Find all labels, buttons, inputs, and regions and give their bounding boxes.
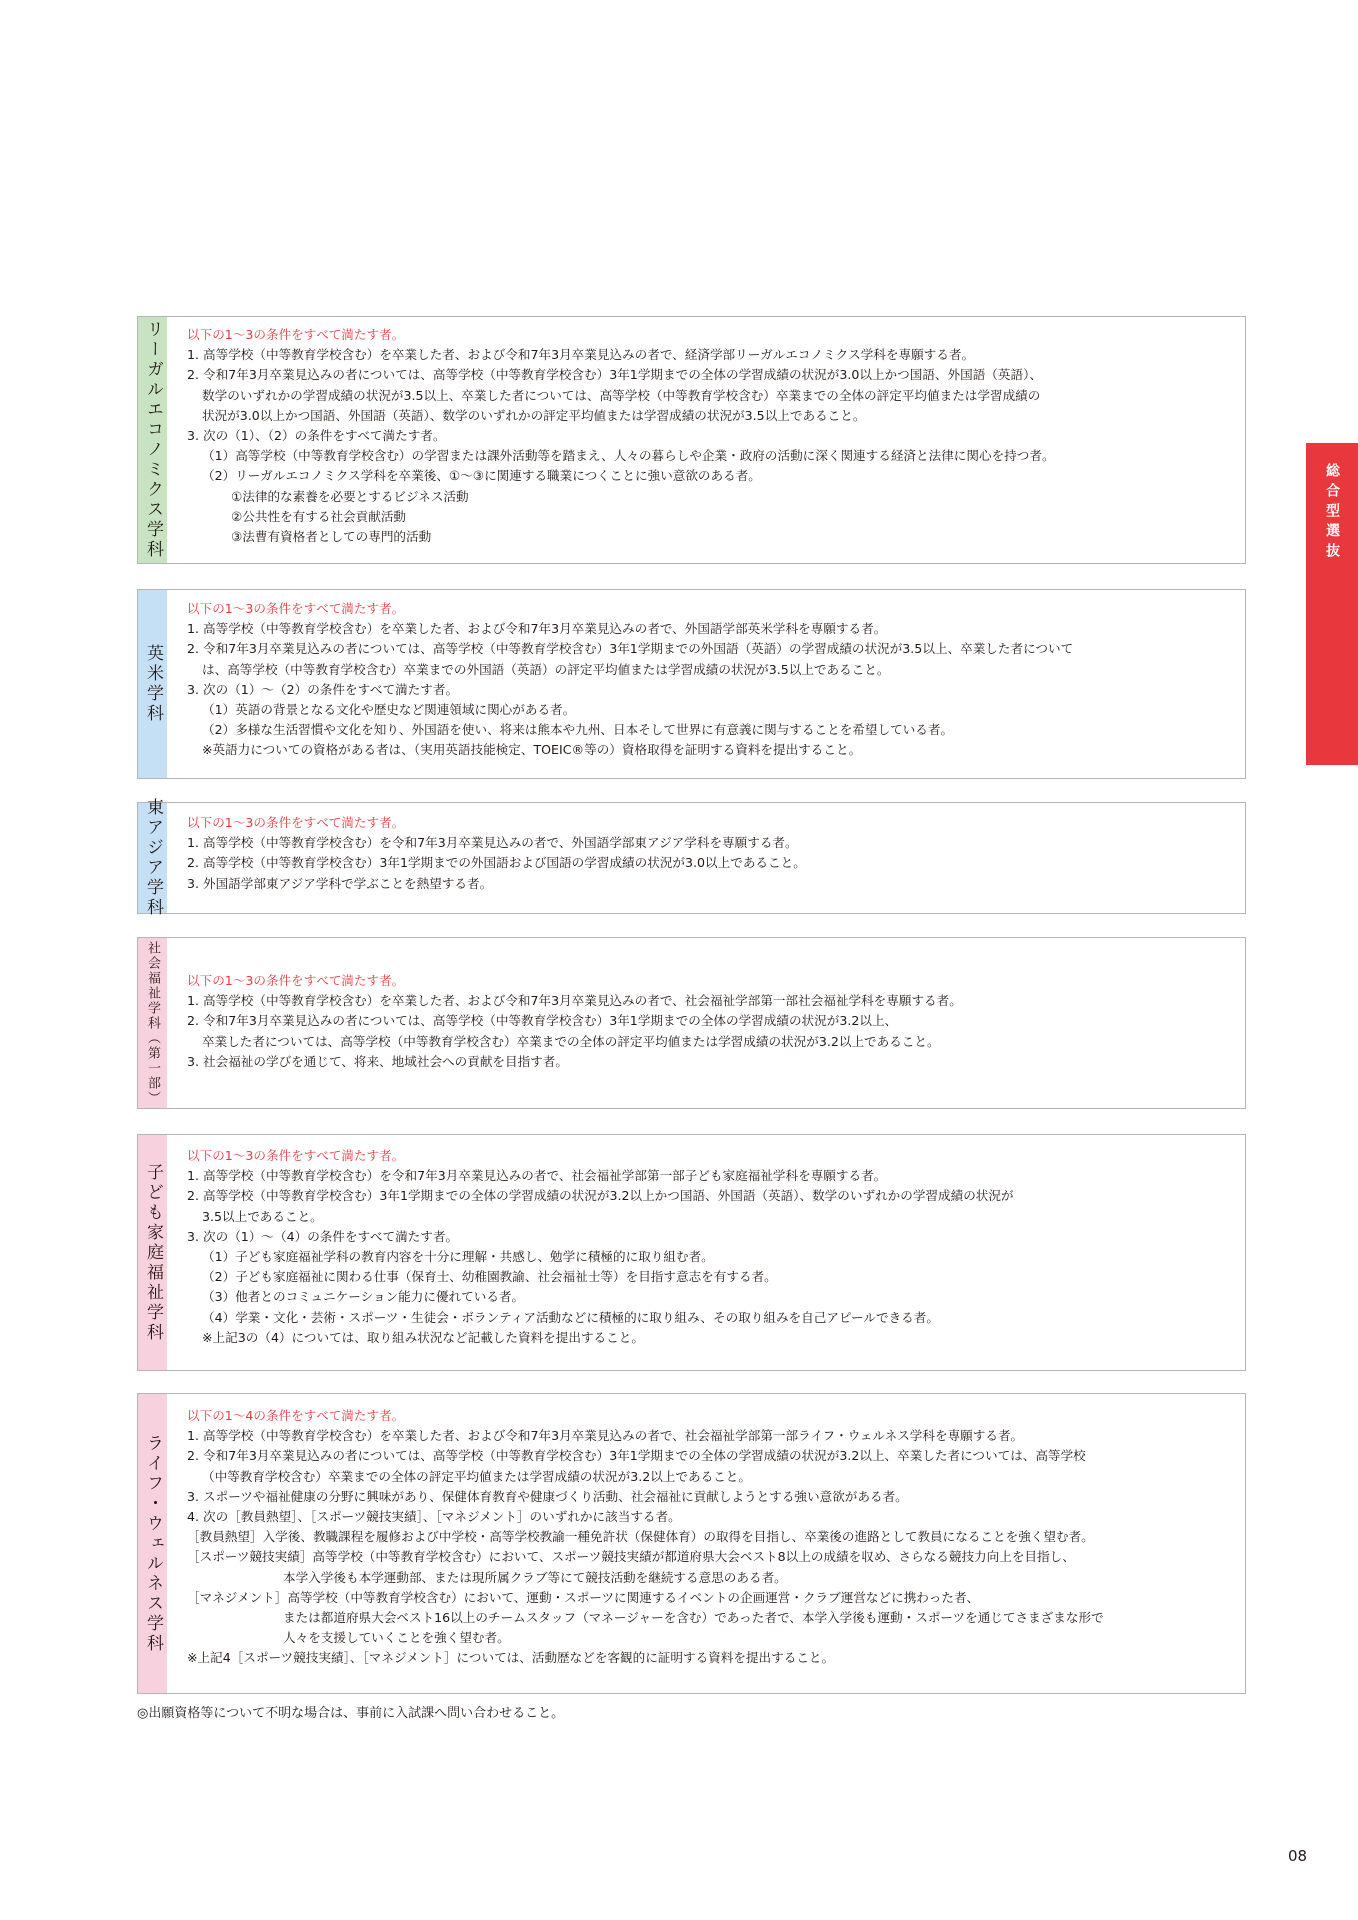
condition-line: ［スポーツ競技実績］高等学校（中等教育学校含む）において、スポーツ競技実績が都道府県大会ベスト8以上の成績を収め、さらなる競技力向上を目指し、 [187,1549,1075,1565]
section-label-text: リーガルエコノミクス学科 [143,320,163,560]
condition-line: 3. 次の（1）～（4）の条件をすべて満たす者。 [187,1228,459,1244]
condition-line: （2）多様な生活習慣や文化を知り、外国語を使い、将来は熊本や九州、日本そして世界に有意義に関与することを希望している者。 [202,722,954,738]
section-label [138,590,167,778]
condition-line: 1. 高等学校（中等教育学校含む）を卒業した者、および令和7年3月卒業見込みの者で、外国語学部英米学科を専願する者。 [187,621,887,637]
condition-line: 2. 高等学校（中等教育学校含む）3年1学期までの外国語および国語の学習成績の状況が3.0以上であること。 [187,855,806,871]
section-label-text: 東アジア学科 [143,798,163,918]
condition-line: または都道府県大会ベスト16以上のチームスタッフ（マネージャーを含む）であった者で、本学入学後も運動・スポーツを通じてさまざまな形で [283,1610,1104,1626]
section-heading: 以下の1～3の条件をすべて満たす者。 [187,1148,405,1163]
section-box [137,589,1246,779]
sidebar-tab-label: 総合型選抜 [1324,463,1340,563]
section-label-text: ライフ・ウェルネス学科 [143,1433,163,1654]
section-label-text: 社会福祉学科（第一部） [145,940,160,1106]
section-content [187,1406,1237,1669]
section-content [187,971,1237,1072]
condition-line: 1. 高等学校（中等教育学校含む）を令和7年3月卒業見込みの者で、社会福祉学部第一部子ども家庭福祉学科を専願する者。 [187,1168,887,1184]
section-content [187,599,1237,761]
condition-line: （1）英語の背景となる文化や歴史など関連領域に関心がある者。 [202,702,576,718]
footnote: ◎出願資格等について不明な場合は、事前に入試課へ問い合わせること。 [137,1706,565,1721]
page-number: 08 [1288,1847,1308,1865]
section-label [138,798,167,918]
condition-line: 3.5以上であること。 [202,1208,323,1224]
condition-line: 3. スポーツや福祉健康の分野に興味があり、保健体育教育や健康づくり活動、社会福祉に貢献しようとする強い意欲がある者。 [187,1488,908,1504]
section-content [187,325,1237,547]
condition-line: 2. 令和7年3月卒業見込みの者については、高等学校（中等教育学校含む）3年1学期までの全体の学習成績の状況が3.2以上、 [187,1013,898,1029]
sidebar-tab [1306,443,1358,765]
section-heading: 以下の1～3の条件をすべて満たす者。 [187,973,405,988]
section-box [137,798,1246,918]
condition-line: 3. 社会福祉の学びを通じて、将来、地域社会への貢献を目指す者。 [187,1053,568,1069]
condition-line: ②公共性を有する社会貢献活動 [231,508,407,524]
condition-line: ［教員熱望］入学後、教職課程を履修および中学校・高等学校教諭一種免許状（保健体育）の取得を目指し、卒業後の進路として教員になることを強く望む者。 [187,1529,1094,1545]
condition-line: は、高等学校（中等教育学校含む）卒業までの外国語（英語）の評定平均値または学習成績の状況が3.5以上であること。 [202,661,890,677]
condition-line: ③法曹有資格者としての専門的活動 [231,529,432,545]
condition-line: 2. 令和7年3月卒業見込みの者については、高等学校（中等教育学校含む）3年1学期までの全体の学習成績の状況が3.2以上、卒業した者については、高等学校 [187,1448,1086,1464]
condition-line: 状況が3.0以上かつ国語、外国語（英語）、数学のいずれかの評定平均値または学習成績の状況が3.5以上であること。 [202,407,866,423]
condition-line: 4. 次の［教員熱望］、［スポーツ競技実績］、［マネジメント］のいずれかに該当する者。 [187,1509,681,1525]
condition-line: 2. 令和7年3月卒業見込みの者については、高等学校（中等教育学校含む）3年1学期までの全体の学習成績の状況が3.0以上かつ国語、外国語（英語）、 [187,367,1042,383]
condition-line: （3）他者とのコミュニケーション能力に優れている者。 [202,1289,525,1305]
section-heading: 以下の1～4の条件をすべて満たす者。 [187,1408,405,1423]
section-content [187,813,1237,894]
section-box [137,937,1246,1109]
condition-line: 1. 高等学校（中等教育学校含む）を卒業した者、および令和7年3月卒業見込みの者で、経済学部リーガルエコノミクス学科を専願する者。 [187,347,975,363]
condition-line: ※上記4［スポーツ競技実績］、［マネジメント］については、活動歴などを客観的に証明する資料を提出すること。 [187,1650,835,1666]
condition-line: （中等教育学校含む）卒業までの全体の評定平均値または学習成績の状況が3.2以上であること。 [202,1468,751,1484]
section-box [137,316,1246,564]
condition-line: 1. 高等学校（中等教育学校含む）を卒業した者、および令和7年3月卒業見込みの者で、社会福祉学部第一部社会福祉学科を専願する者。 [187,993,962,1009]
section-label [138,317,167,563]
section-box [137,1393,1246,1694]
condition-line: 数学のいずれかの学習成績の状況が3.5以上、卒業した者については、高等学校（中等教育学校含む）卒業までの全体の評定平均値または学習成績の [202,387,1041,403]
condition-line: 2. 令和7年3月卒業見込みの者については、高等学校（中等教育学校含む）3年1学期までの外国語（英語）の学習成績の状況が3.5以上、卒業した者について [187,641,1074,657]
condition-line: 人々を支援していくことを強く望む者。 [283,1630,510,1646]
condition-line: 3. 外国語学部東アジア学科で学ぶことを熱望する者。 [187,875,493,891]
condition-line: 3. 次の（1）、（2）の条件をすべて満たす者。 [187,428,446,444]
condition-line: ※上記3の（4）については、取り組み状況など記載した資料を提出すること。 [202,1329,644,1345]
condition-line: ①法律的な素養を必要とするビジネス活動 [231,488,469,504]
condition-line: 2. 高等学校（中等教育学校含む）3年1学期までの全体の学習成績の状況が3.2以上かつ国語、外国語（英語）、数学のいずれかの学習成績の状況が [187,1188,1014,1204]
condition-line: 1. 高等学校（中等教育学校含む）を令和7年3月卒業見込みの者で、外国語学部東アジア学科を専願する者。 [187,835,798,851]
condition-line: （2）子ども家庭福祉に関わる仕事（保育士、幼稚園教諭、社会福祉士等）を目指す意志を有する者。 [202,1269,777,1285]
condition-line: ［マネジメント］高等学校（中等教育学校含む）において、運動・スポーツに関連するイベントの企画運営・クラブ運営などに携わった者、 [187,1589,980,1605]
section-label-text: 英米学科 [143,644,163,724]
section-content [187,1146,1237,1348]
condition-line: 1. 高等学校（中等教育学校含む）を卒業した者、および令和7年3月卒業見込みの者で、社会福祉学部第一部ライフ・ウェルネス学科を専願する者。 [187,1428,1024,1444]
condition-line: 3. 次の（1）～（2）の条件をすべて満たす者。 [187,681,459,697]
condition-line: 本学入学後も本学運動部、または現所属クラブ等にて競技活動を継続する意思のある者。 [283,1569,787,1585]
section-heading: 以下の1～3の条件をすべて満たす者。 [187,327,405,342]
condition-line: ※英語力についての資格がある者は、（実用英語技能検定、TOEIC®等の）資格取得を証明する資料を提出すること。 [202,742,862,758]
section-heading: 以下の1～3の条件をすべて満たす者。 [187,815,405,830]
condition-line: （4）学業・文化・芸術・スポーツ・生徒会・ボランティア活動などに積極的に取り組み、その取り組みを自己アピールできる者。 [202,1309,939,1325]
condition-line: （2）リーガルエコノミクス学科を卒業後、①～③に関連する職業につくことに強い意欲のある者。 [202,468,761,484]
condition-line: 卒業した者については、高等学校（中等教育学校含む）卒業までの全体の評定平均値または学習成績の状況が3.2以上であること。 [202,1033,940,1049]
condition-line: （1）子ども家庭福祉学科の教育内容を十分に理解・共感し、勉学に積極的に取り組む者。 [202,1249,714,1265]
section-heading: 以下の1～3の条件をすべて満たす者。 [187,601,405,616]
section-label [138,1394,167,1693]
section-label [138,938,167,1108]
section-box [137,1134,1246,1371]
condition-line: （1）高等学校（中等教育学校含む）の学習または課外活動等を踏まえ、人々の暮らしや企業・政府の活動に深く関連する経済と法律に関心を持つ者。 [202,448,1055,464]
section-label-text: 子ども家庭福祉学科 [143,1162,163,1343]
section-label [138,1135,167,1370]
